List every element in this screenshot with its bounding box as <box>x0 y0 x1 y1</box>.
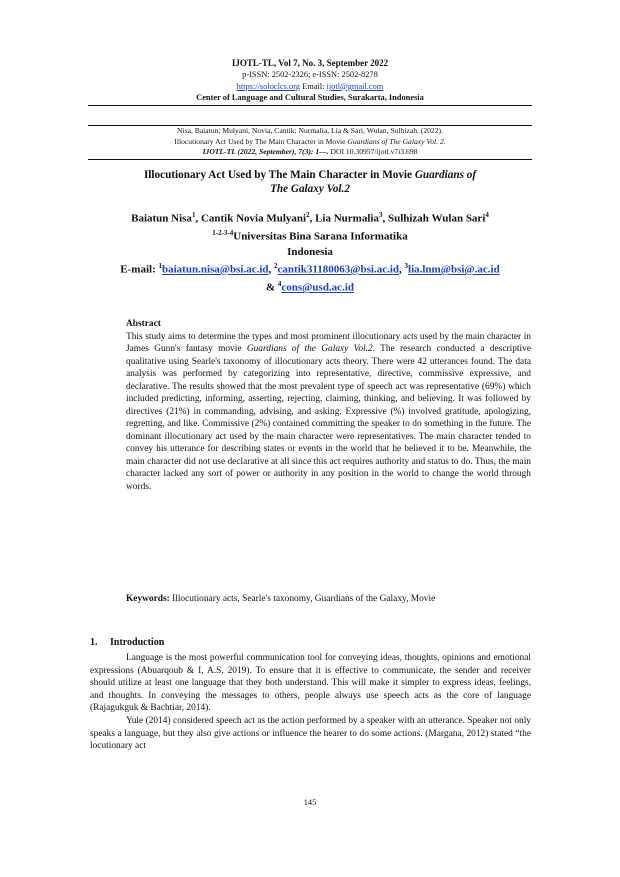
issn-line: p-ISSN: 2502-2326; e-ISSN: 2502-8278 <box>242 70 378 80</box>
author-email-link[interactable]: lia.lnm@bsi@.ac.id <box>408 263 500 276</box>
abstract-heading: Abstract <box>126 319 161 329</box>
journal-title: IJOTL-TL, Vol 7, No. 3, September 2022 <box>231 58 389 68</box>
author-name: Sulhizah Wulan Sari <box>387 212 486 225</box>
paper-title: Illocutionary Act Used by The Main Character in Movie Guardians of The Galaxy Vol.2 <box>143 169 477 195</box>
journal-header <box>88 58 532 104</box>
author-email-link[interactable]: cons@usd.ac.id <box>281 282 354 294</box>
paragraph: Yule (2014) considered speech act as the action performed by a speaker with an utterance. Speaker not only speaks a language, but they also give actions or influence the hearer to do some actions. (Margana, 2012) stated “the locutionary act <box>90 715 531 752</box>
institution-line: Center of Language and Cultural Studies, Surakarta, Indonesia <box>196 93 424 103</box>
keywords <box>126 593 531 606</box>
section-heading-introduction: 1. Introduction <box>90 637 165 648</box>
citation-line-1: Nisa, Baiatun; Mulyani, Novia, Cantik; Nurmalia, Lia & Sari, Wulan, Sulhizah. (2022). <box>177 126 443 135</box>
header-rule-top <box>88 105 532 106</box>
email-label: Email: <box>302 81 327 91</box>
affiliation: $^{1-2-3-4}$Universitas Bina Sarana Informatika <box>212 229 408 243</box>
author-name: Lia Nurmalia <box>315 212 379 225</box>
author-emails: E-mail: $^1$baiatun.nisa@bsi.ac.id, $^2$cantik31180063@bsi.ac.id, $^3$lia.lnm@bsi@.ac.id <box>120 262 500 276</box>
author-names: Baiatun Nisa$^1$, Cantik Novia Mulyani$^2$, Lia Nurmalia$^3$, Sulhizah Wulan Sari$^4$ <box>131 211 489 225</box>
abstract-text: This study aims to determine the types and most prominent illocutionary acts used by the main character in James Gunn's fantasy movie Guardians of the Galaxy Vol.2. The research conducted a descriptive qualitative using Searle's taxonomy of illocutionary acts theory. There were 42 utterances found. The data analysis was performed by categorizing into representative, directive, commissive expressive, and declarative. The results showed that the most prevalent type of speech act was representative (69%) which included predicting, informing, asserting, rejecting, claiming, thinking, and believing. It was followed by directives (21%) in commanding, advising, and asking. Expressive (%) involved gratitude, apologizing, regretting, and like. Commissive (2%) contained committing the speaker to do something in the future. The dominant illocutionary act used by the main character were representatives. The main character tended to convey his utterance for describing states or events in the world that he believed it to be. Meanwhile, the main character did not use declarative at all since this act requires authority and status to do. Thus, the main character lacked any sort of power or authority in any position in the world to change the world through words. <box>126 331 531 492</box>
citation-block <box>88 126 532 158</box>
introduction-body <box>90 652 531 753</box>
journal-email-link[interactable]: ijotl@gmail.com <box>326 81 384 91</box>
page-number: 145 <box>303 798 317 807</box>
paragraph: Language is the most powerful communication tool for conveying ideas, thoughts, opinions and emotional expressions (Abuarqoub & I, A.S, 2019). To ensure that it is effective to communicate, the sender and receiver should utilize at least one language that they both understand. This will make it simpler to express ideas, feelings, and thoughts. In conveying the messages to others, people always use speech acts as the core of language (Rajagukguk & Bachtiar, 2014). <box>90 653 531 714</box>
keywords-text: Illocutionary acts, Searle's taxonomy, Guardians of the Galaxy, Movie <box>169 594 436 604</box>
author-emails-last: & $^4$cons@usd.ac.id <box>265 280 354 294</box>
author-name: Baiatun Nisa <box>131 212 192 225</box>
contact-line <box>88 81 532 92</box>
author-email-link[interactable]: cantik31180063@bsi.ac.id <box>277 263 400 276</box>
citation-line-3: IJOTL-TL (2022, September), 7(3): 1—. DOI 10.30957/ijotl.v7i3.698 <box>202 147 418 157</box>
country: Indonesia <box>287 245 333 258</box>
header-rule-bottom <box>88 159 532 160</box>
author-email-link[interactable]: baiatun.nisa@bsi.ac.id <box>162 263 269 276</box>
journal-url-link[interactable]: https://soloclcs.org <box>236 81 301 91</box>
author-name: Cantik Novia Mulyani <box>200 212 307 225</box>
keywords-label: Keywords: <box>126 594 170 604</box>
abstract <box>126 318 531 493</box>
author-block <box>88 208 532 296</box>
citation-line-2: Illocutionary Act Used by The Main Character in Movie Guardians of The Galaxy Vol. 2. <box>174 136 446 146</box>
